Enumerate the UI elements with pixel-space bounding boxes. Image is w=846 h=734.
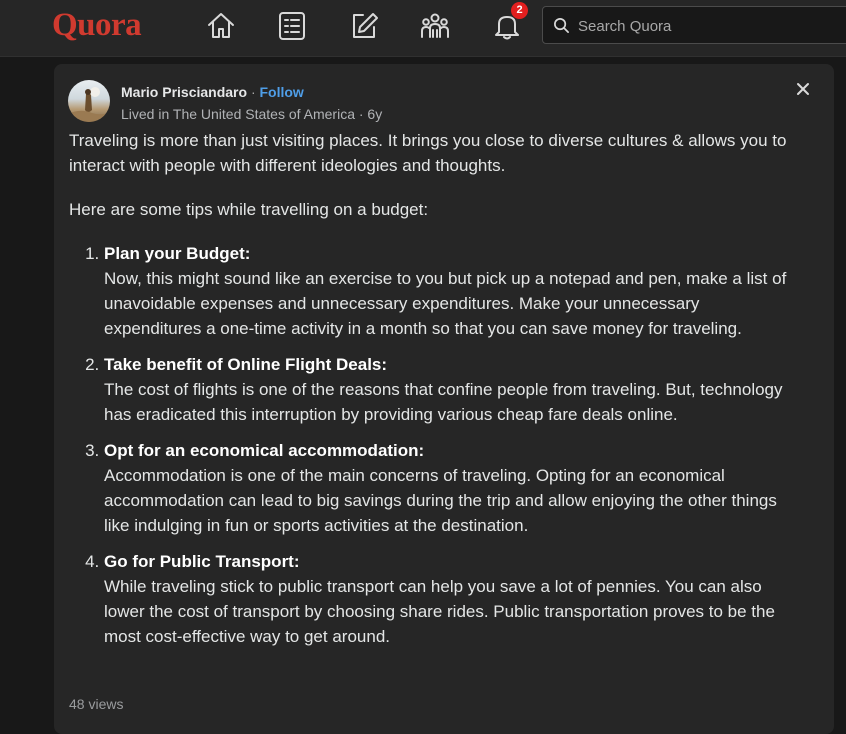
answer-content [69,128,825,660]
tip-title: Go for Public Transport: [104,552,300,571]
author-avatar[interactable] [68,80,110,122]
top-navigation-bar [0,0,846,57]
close-icon[interactable] [792,78,814,100]
tip-item [104,549,825,649]
author-line [121,84,304,100]
answer-card [54,64,834,734]
spaces-icon[interactable] [419,10,451,42]
search-box[interactable] [542,6,846,44]
tip-title: Plan your Budget: [104,244,251,263]
home-icon[interactable] [205,10,237,42]
search-input[interactable] [576,7,840,45]
tip-title: Take benefit of Online Flight Deals: [104,355,388,374]
following-icon[interactable] [276,10,308,42]
tip-title: Opt for an economical accommodation: [104,441,425,460]
view-count[interactable]: 48 views [69,696,124,712]
tips-list [69,241,825,649]
tip-body: Accommodation is one of the main concerns of traveling. Opting for an economical accommodation can lead to big savings during the trip and allow enjoying the other things like indulging in fun or sports activities at the destination. [104,466,777,535]
tip-item [104,241,825,341]
tip-body: The cost of flights is one of the reasons that confine people from traveling. But, technology has eradicated this interruption by providing various cheap fare deals online. [104,380,783,424]
notification-count-badge: 2 [511,2,528,19]
tip-item [104,352,825,427]
tip-item [104,438,825,538]
quora-logo[interactable]: Quora [52,7,142,43]
follow-button[interactable]: Follow [259,84,304,100]
author-credential: Lived in The United States of America · 6y [121,106,383,122]
search-icon [553,17,570,34]
tip-body: While traveling stick to public transport can help you save a lot of pennies. You can also lower the cost of transport by choosing share rides. Public transportation proves to be the most cost-effective way to get around. [104,577,775,646]
answer-intro: Traveling is more than just visiting places. It brings you close to diverse cultures & allows you to interact with people with different ideologies and thoughts. [69,131,787,175]
author-name[interactable]: Mario Prisciandaro [121,84,248,100]
separator-dot: · [250,84,256,100]
answer-lead: Here are some tips while travelling on a budget: [69,200,429,219]
answer-icon[interactable] [348,10,380,42]
tip-body: Now, this might sound like an exercise to you but pick up a notepad and pen, make a list of unavoidable expenses and unnecessary expenditures. Make your unnecessary expenditures a one-time activity in a month so that you can save money for traveling. [104,269,787,338]
